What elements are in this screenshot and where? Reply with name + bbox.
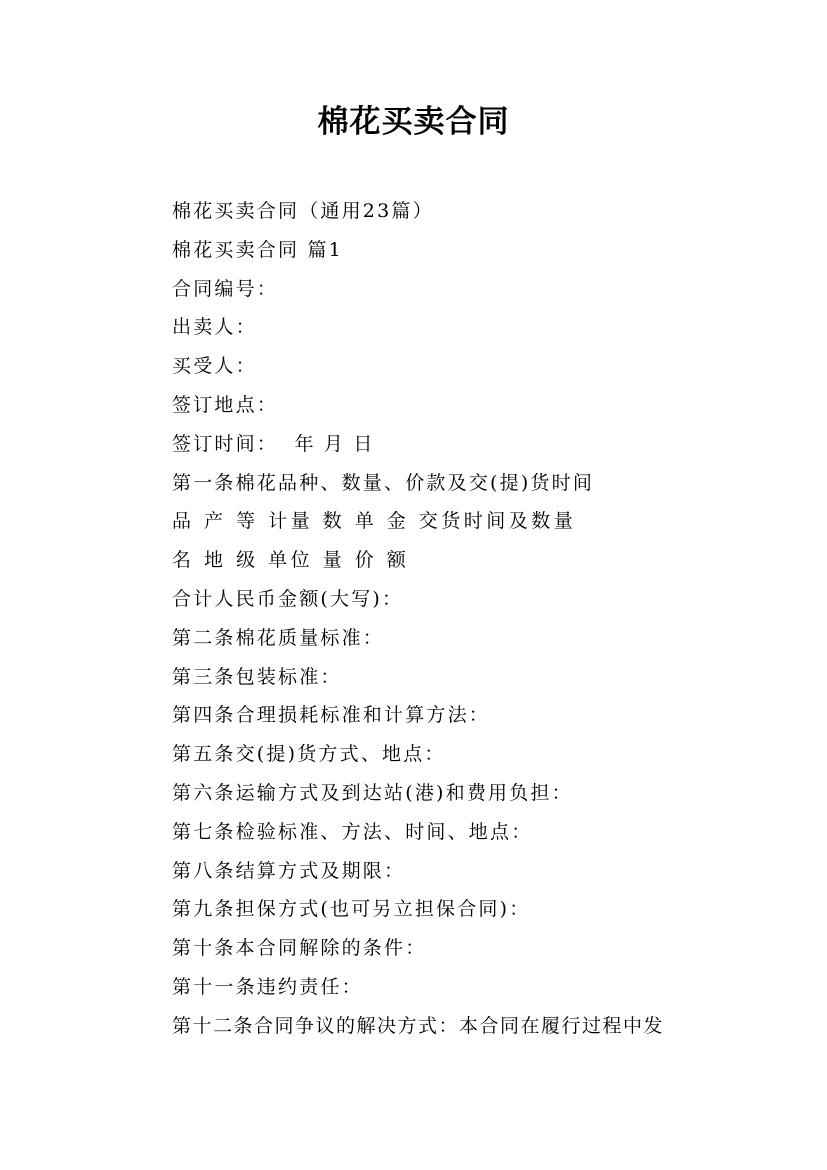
clause-9: 第九条担保方式(也可另立担保合同)： (172, 898, 531, 921)
clause-4: 第四条合理损耗标准和计算方法： (172, 704, 491, 727)
clause-12: 第十二条合同争议的解决方式：本合同在履行过程中发 (172, 1014, 665, 1037)
table-header-row-1: 品 产 等 计量 数 单 金 交货时间及数量 (172, 510, 577, 533)
total-amount-field: 合计人民币金额(大写)： (172, 587, 404, 610)
seller-field: 出卖人： (172, 316, 257, 339)
signing-place-field: 签订地点： (172, 393, 279, 416)
contract-body (172, 192, 792, 1046)
buyer-field: 买受人： (172, 355, 257, 378)
clause-1: 第一条棉花品种、数量、价款及交(提)货时间 (172, 471, 595, 494)
clause-6: 第六条运输方式及到达站(港)和费用负担： (172, 781, 573, 804)
clause-2: 第二条棉花质量标准： (172, 626, 385, 649)
section-heading: 棉花买卖合同 篇1 (172, 238, 343, 261)
clause-8: 第八条结算方式及期限： (172, 859, 406, 882)
table-header-row-2: 名 地 级 单位 量 价 额 (172, 549, 410, 572)
clause-3: 第三条包装标准： (172, 665, 342, 688)
clause-5: 第五条交(提)货方式、地点： (172, 743, 446, 766)
clause-7: 第七条检验标准、方法、时间、地点： (172, 820, 533, 843)
clause-10: 第十条本合同解除的条件： (172, 937, 427, 960)
document-title: 棉花买卖合同 (317, 104, 510, 140)
contract-number-field: 合同编号： (172, 277, 279, 300)
clause-11: 第十一条违约责任： (172, 975, 363, 998)
document-subtitle: 棉花买卖合同（通用23篇） (172, 200, 434, 222)
signing-date-field: 签订时间： 年 月 日 (172, 432, 375, 455)
